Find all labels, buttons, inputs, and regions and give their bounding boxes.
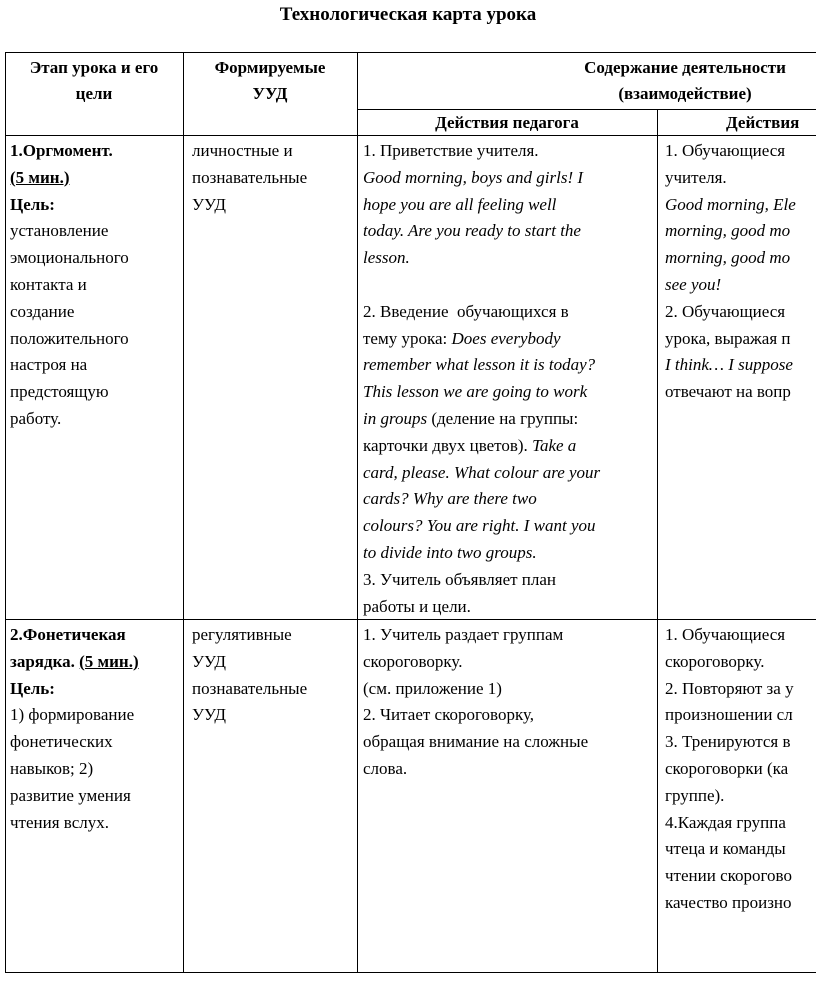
row1-goal-label: Цель: <box>10 194 55 214</box>
header-uud: Формируемые УУД <box>214 58 326 104</box>
col-divider-2 <box>357 52 358 973</box>
row2-stage-cell <box>10 622 139 836</box>
header-student-actions: Действия <box>726 113 800 132</box>
row1-teacher-p3: 3. Учитель объявляет план работы и цели. <box>363 569 557 616</box>
row1-teacher-p2a: 2. Введение обучающихся в тему урока: <box>363 301 569 348</box>
row2-uud-cell: регулятивные УУД познавательные УУД <box>192 625 308 725</box>
table-border-bottom <box>5 972 816 973</box>
row1-students-l7: отвечают на вопр <box>665 382 791 402</box>
row1-teacher-p1: 1. Приветствие учителя. <box>363 141 539 160</box>
header-content: Содержание деятельности (взаимодействие) <box>584 58 786 104</box>
row1-stage-time: (5 мин.) <box>10 167 70 187</box>
row1-goal-text: установление эмоционального контакта и создание положительного настроя на предстоящую работу. <box>10 221 129 428</box>
header-stage: Этап урока и его цели <box>29 58 159 104</box>
row1-teacher-p2-en1: Does everybody remember what lesson it is today? This lesson we are going to work in groups <box>363 328 596 428</box>
document-title: Технологическая карта урока <box>279 4 537 25</box>
row1-uud-cell: личностные и познавательные УУД <box>192 141 308 214</box>
row1-students-l5: урока, выражая п <box>665 328 791 348</box>
row1-students-l6: I think… I suppose <box>665 355 793 375</box>
row1-students-greeting: Good morning, Ele morning, good mo morning, good mo see you! <box>665 194 796 294</box>
row1-students-l1: 1. Обучающиеся <box>665 141 786 160</box>
row1-teacher-greeting: Good morning, boys and girls! I hope you are all feeling well today. Are you ready to start the lesson. <box>363 167 584 268</box>
row1-students-l2: учителя. <box>665 167 727 187</box>
table-border-left <box>5 52 6 973</box>
col-divider-3 <box>657 109 658 973</box>
row2-teacher-cell: 1. Учитель раздает группам скороговорку. (см. приложение 1) 2. Читает скороговорку, обращая внимание на сложные слова. <box>363 625 589 778</box>
row1-teacher-p2-en2: Take a card, please. What colour are your cards? Why are there two colours? You are right. I want you to divide into two groups. <box>363 435 601 562</box>
row1-teacher-p2b: (деление на группы: карточки двух цветов). <box>363 408 579 455</box>
row1-stage-cell <box>10 138 129 433</box>
row1-teacher-cell <box>363 138 600 620</box>
row1-students-l4: 2. Обучающиеся <box>665 301 786 321</box>
row2-students-cell: 1. Обучающиеся скороговорку. 2. Повторяют за у произношении сл 3. Тренируются в скороговорки (ка группе). 4.Каждая группа чтеца и команды чтении скорогово качество произно <box>665 625 794 912</box>
row2-goal-text: 1) формирование фонетических навыков; 2) развитие умения чтения вслух. <box>10 705 135 832</box>
row2-stage-title: 2.Фонетичекая зарядка. <box>10 625 126 671</box>
row2-stage-time: (5 мин.) <box>79 651 139 671</box>
row2-goal-label: Цель: <box>10 678 55 698</box>
row1-students-cell <box>665 138 816 406</box>
col-divider-1 <box>183 52 184 973</box>
table-border-top <box>5 52 816 53</box>
row1-stage-title: 1.Оргмомент. <box>10 141 113 160</box>
header-teacher-actions: Действия педагога <box>435 113 579 132</box>
